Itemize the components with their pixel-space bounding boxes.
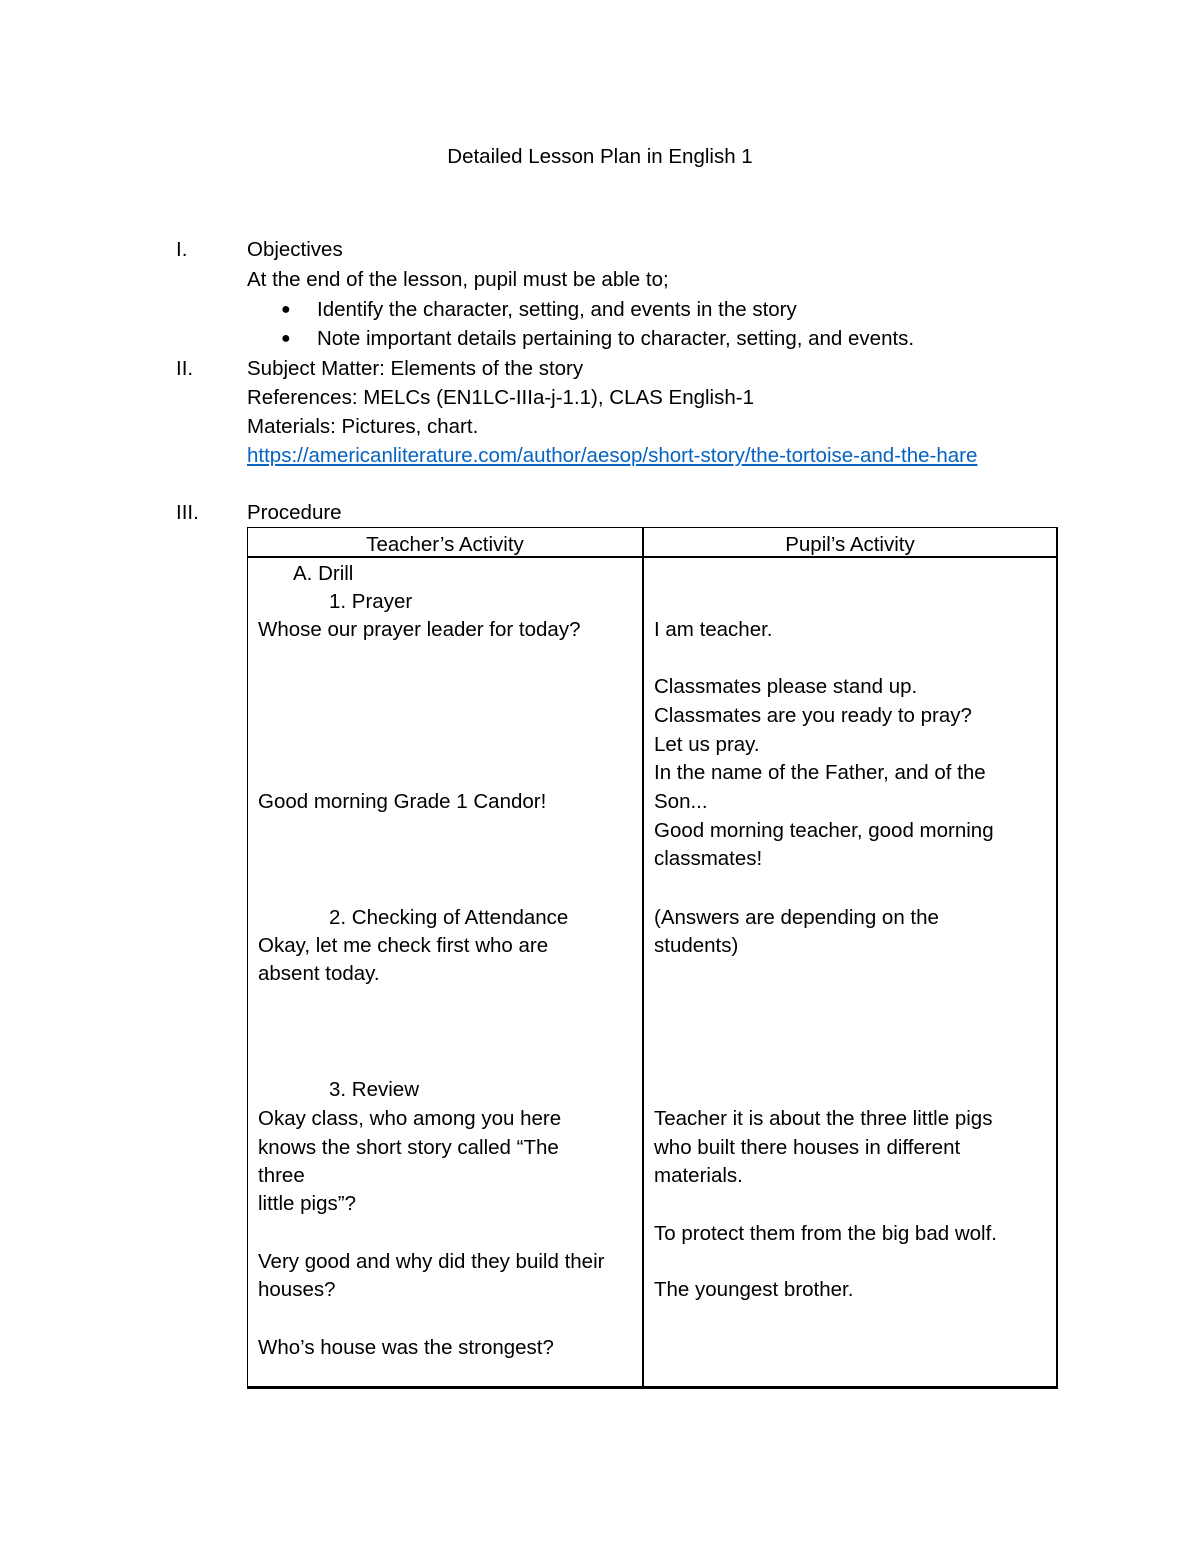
section-numeral-procedure: III. <box>176 501 199 524</box>
bullet-icon: ● <box>281 330 291 347</box>
objective-item: Identify the character, setting, and events in the story <box>317 298 797 321</box>
reference-link[interactable]: https://americanliterature.com/author/aesop/short-story/the-tortoise-and-the-hare <box>247 444 978 467</box>
section-numeral-subject: II. <box>176 357 194 380</box>
teacher-line: Okay, let me check first who are <box>258 934 549 957</box>
teacher-line: Okay class, who among you here <box>258 1107 562 1130</box>
header-pupil-activity: Pupil’s Activity <box>785 533 915 556</box>
section-numeral-objectives: I. <box>176 238 188 261</box>
pupil-line: Son... <box>654 790 708 813</box>
teacher-line: knows the short story called “The <box>258 1136 559 1159</box>
objective-item: Note important details pertaining to character, setting, and events. <box>317 327 915 350</box>
materials: Materials: Pictures, chart. <box>247 415 479 438</box>
pupil-line: To protect them from the big bad wolf. <box>654 1222 997 1245</box>
pupil-line: Classmates are you ready to pray? <box>654 704 972 727</box>
header-teacher-activity: Teacher’s Activity <box>366 533 524 556</box>
objectives-heading: Objectives <box>247 238 343 261</box>
drill-heading: A. Drill <box>293 562 354 585</box>
header-divider <box>248 556 1056 558</box>
pupil-line: The youngest brother. <box>654 1278 854 1301</box>
pupil-line: (Answers are depending on the <box>654 906 939 929</box>
pupil-line: who built there houses in different <box>654 1136 961 1159</box>
pupil-line: Teacher it is about the three little pigs <box>654 1107 993 1130</box>
page-title: Detailed Lesson Plan in English 1 <box>447 145 753 168</box>
references: References: MELCs (EN1LC-IIIa-j-1.1), CLAS English-1 <box>247 386 754 409</box>
teacher-line: Very good and why did they build their <box>258 1250 605 1273</box>
review-heading: 3. Review <box>329 1078 420 1101</box>
pupil-line: Classmates please stand up. <box>654 675 918 698</box>
pupil-line: In the name of the Father, and of the <box>654 761 986 784</box>
pupil-line: I am teacher. <box>654 618 773 641</box>
pupil-line: Good morning teacher, good morning <box>654 819 994 842</box>
teacher-line: Good morning Grade 1 Candor! <box>258 790 547 813</box>
bullet-icon: ● <box>281 301 291 318</box>
pupil-line: classmates! <box>654 847 763 870</box>
teacher-line: little pigs”? <box>258 1192 356 1215</box>
column-divider <box>642 528 644 1386</box>
teacher-line: Whose our prayer leader for today? <box>258 618 581 641</box>
teacher-line: three <box>258 1164 305 1187</box>
teacher-line: houses? <box>258 1278 336 1301</box>
procedure-heading: Procedure <box>247 501 342 524</box>
subject-matter: Subject Matter: Elements of the story <box>247 357 584 380</box>
pupil-line: materials. <box>654 1164 743 1187</box>
teacher-line: Who’s house was the strongest? <box>258 1336 554 1359</box>
pupil-line: Let us pray. <box>654 733 760 756</box>
attendance-heading: 2. Checking of Attendance <box>329 906 569 929</box>
teacher-line: absent today. <box>258 962 380 985</box>
objectives-intro: At the end of the lesson, pupil must be able to; <box>247 268 669 291</box>
prayer-heading: 1. Prayer <box>329 590 413 613</box>
pupil-line: students) <box>654 934 739 957</box>
procedure-table <box>247 527 1058 1389</box>
